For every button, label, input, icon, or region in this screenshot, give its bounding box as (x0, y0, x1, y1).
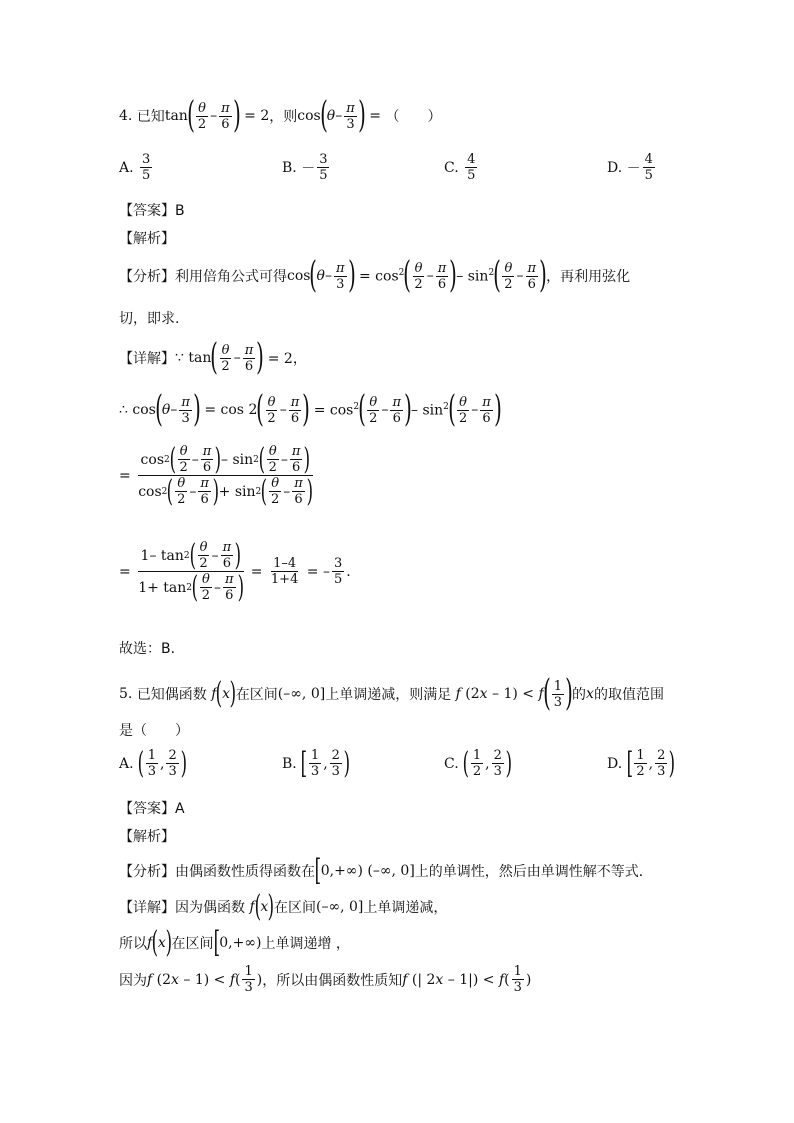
q5-stem-line2: 是（ ） (119, 723, 189, 739)
q5-analysis-header: 【解析】 (119, 829, 175, 845)
q5-fenxi: 【分析】 由偶函数性质得函数在 [ 0,+∞) (–∞, 0] 上的单调性，然后由单调性解不等式． (119, 853, 653, 888)
q4-detail-4: = 1– tan 2 ( $\frac{\theta}{2}$ – $\frac{\pi}{6}$ ) 1+ tan 2 ( $\frac{\theta}{2}$ – $\frac{\pi}{6}$ ) = $\frac{1-4}{1+4}$ = – $\frac{3}{5}$ . (119, 537, 351, 605)
q4-fenxi-cont: 切，即求. (119, 311, 180, 327)
q4-stem-prefix: 已知 (136, 109, 165, 125)
q4-stem-mid: ，则 (269, 109, 298, 125)
q4-fenxi: 【分析】 利用倍角公式可得 cos ( θ – $\frac{\pi}{3}$ ) = $\cos^2$ ( $\frac{\theta}{2}$ – $\frac{\pi}{6}$ ) – $\sin^2$ ( $\frac{\theta}{2}$ – $\frac{\pi}{6}$ ) ，再利用弦化 (119, 255, 631, 296)
q4-detail-3: = cos 2 ( $\frac{\theta}{2}$ – $\frac{\pi}{6}$ ) – sin 2 ( $\frac{\theta}{2}$ – $\frac{\pi}{6}$ ) cos 2 ( $\frac{\theta}{2}$ – $\frac{\pi}{6}$ ) + sin 2 ( $\frac{\theta}{2}$ – $\frac{\pi}{6}$ ) (119, 441, 313, 509)
q5-stem: 5. 已知偶函数 f ( x ) 在区间 (–∞, 0] 上单调递减，则满足 f (2x – 1) < f ( $\frac{1}{3}$ ) 的 x 的取值范围 (119, 673, 664, 714)
q4-option-c[interactable]: C. $\frac{4}{5}$ (444, 152, 476, 183)
q4-option-a[interactable]: A. $\frac{3}{5}$ (119, 152, 151, 183)
q4-detail-2: ∴ cos ( θ – $\frac{\pi}{3}$ ) = cos 2 ( $\frac{\theta}{2}$ – $\frac{\pi}{6}$ ) = $\cos^2$ ( $\frac{\theta}{2}$ – $\frac{\pi}{6}$ ) – $\sin^2$ ( $\frac{\theta}{2}$ – $\frac{\pi}{6}$ ) (119, 389, 502, 430)
q4-result: 故选：B． (119, 641, 185, 657)
q4-stem: 4. 已知 tan ( $\frac{\theta}{2}$ – $\frac{\pi}{6}$ ) = 2 ，则 cos ( θ – $\frac{\pi}{3}$ ) = （ ） (119, 95, 442, 136)
q4-formula-tan: tan (164, 108, 188, 124)
q5-option-a[interactable]: A. ( $\frac{1}{3}$ , $\frac{2}{3}$ ) (119, 745, 187, 781)
q4-analysis-header: 【解析】 (119, 231, 175, 247)
q5-option-b[interactable]: B. [ $\frac{1}{3}$ , $\frac{2}{3}$ ) (282, 745, 351, 781)
q4-answer: 【答案】B (119, 203, 185, 219)
q4-number: 4. (119, 108, 133, 124)
q5-detail-1: 【详解】 因为偶函数 f ( x ) 在区间 (–∞, 0] 上单调递减， (119, 889, 448, 924)
q5-detail-2: 所以 f ( x ) 在区间 [ 0,+∞) 上单调递增 ， (119, 925, 350, 960)
q5-answer: 【答案】A (119, 801, 185, 817)
q5-option-d[interactable]: D. [ $\frac{1}{2}$ , $\frac{2}{3}$ ) (607, 745, 676, 781)
q4-detail-1: 【详解】 ∵ tan ( $\frac{\theta}{2}$ – $\frac{\pi}{6}$ ) = 2， (119, 337, 307, 378)
q4-option-d[interactable]: D. － $\frac{4}{5}$ (607, 152, 653, 183)
q4-option-b[interactable]: B. － $\frac{3}{5}$ (282, 152, 328, 183)
q5-detail-3: 因为 f (2x – 1) < f ( $\frac{1}{3}$ ) ，所以由偶函数性质知 f (| 2x – 1|) < f ( $\frac{1}{3}$ ) (119, 964, 532, 995)
q4-stem-end: （ ） (385, 109, 442, 125)
q5-option-c[interactable]: C. ( $\frac{1}{2}$ , $\frac{2}{3}$ ) (444, 745, 512, 781)
